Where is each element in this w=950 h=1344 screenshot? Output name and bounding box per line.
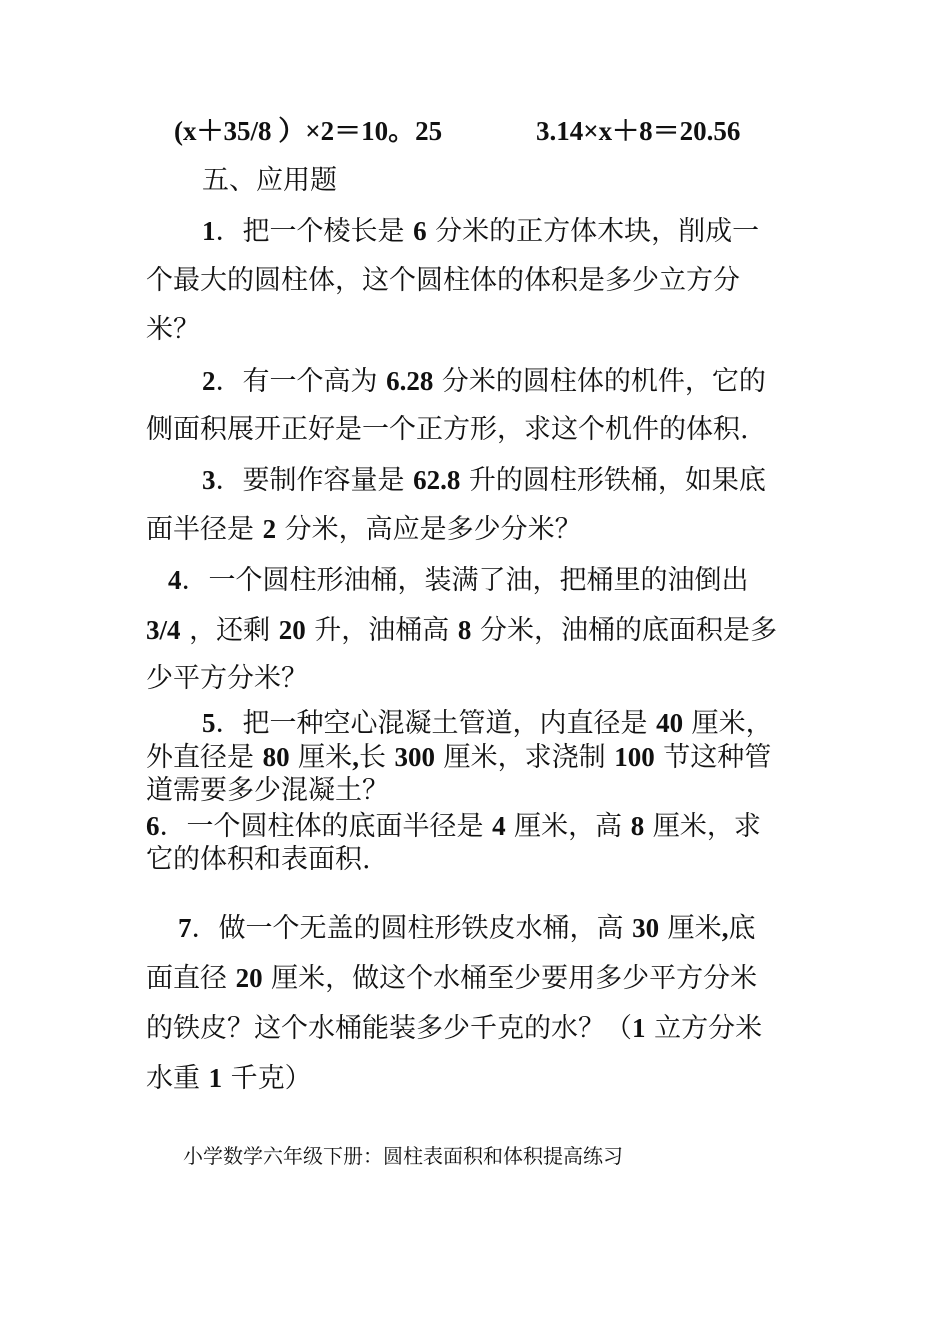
problem-number: 6 (146, 811, 160, 841)
equation-2: 3.14×x＋8＝20.56 (536, 116, 741, 146)
problem-number: 3 (202, 465, 216, 495)
problem-number: 5 (202, 708, 216, 738)
problem-7-line-3: 的铁皮？这个水桶能装多少千克的水？（1 立方分米 (146, 1013, 763, 1044)
problem-number: 1 (202, 216, 216, 246)
problem-number: 4 (168, 565, 182, 595)
problem-1-line-3: 米？ (146, 314, 200, 345)
document-footer: 小学数学六年级下册：圆柱表面积和体积提高练习 (183, 1144, 623, 1168)
problem-number: 2 (202, 366, 216, 396)
problem-4-line-1: 4．一个圆柱形油桶，装满了油，把桶里的油倒出 (168, 565, 749, 596)
problem-5-line-2: 外直径是 80 厘米,长 300 厘米，求浇制 100 节这种管 (146, 742, 772, 773)
problem-2-line-1: 2．有一个高为 6.28 分米的圆柱体的机件，它的 (202, 366, 766, 397)
problem-7-line-4: 水重 1 千克） (146, 1063, 312, 1094)
problem-6-line-1: 6．一个圆柱体的底面半径是 4 厘米，高 8 厘米，求 (146, 811, 761, 842)
problem-2-line-2: 侧面积展开正好是一个正方形，求这个机件的体积. (146, 414, 749, 445)
section-title: 五、应用题 (202, 165, 337, 196)
problem-7-line-2: 面直径 20 厘米，做这个水桶至少要用多少平方分米 (146, 963, 758, 994)
problem-5-line-3: 道需要多少混凝土？ (146, 775, 389, 806)
problem-5-line-1: 5．把一种空心混凝土管道，内直径是 40 厘米， (202, 708, 773, 739)
problem-number: 7 (178, 913, 192, 943)
problem-3-line-2: 面半径是 2 分米，高应是多少分米？ (146, 514, 582, 545)
equation-1: (x＋35/8 ）×2＝10。25 (174, 116, 443, 146)
problem-6-line-2: 它的体积和表面积. (146, 844, 371, 875)
problem-4-line-2: 3/4 ，还剩 20 升，油桶高 8 分米，油桶的底面积是多 (146, 615, 777, 646)
problem-3-line-1: 3．要制作容量是 62.8 升的圆柱形铁桶，如果底 (202, 465, 766, 496)
problem-1-line-2: 个最大的圆柱体，这个圆柱体的体积是多少立方分 (146, 265, 740, 296)
problem-1-line-1: 1．把一个棱长是 6 分米的正方体木块，削成一 (202, 216, 760, 247)
problem-7-line-1: 7．做一个无盖的圆柱形铁皮水桶，高 30 厘米,底 (178, 913, 756, 944)
problem-4-line-3: 少平方分米？ (146, 663, 308, 694)
